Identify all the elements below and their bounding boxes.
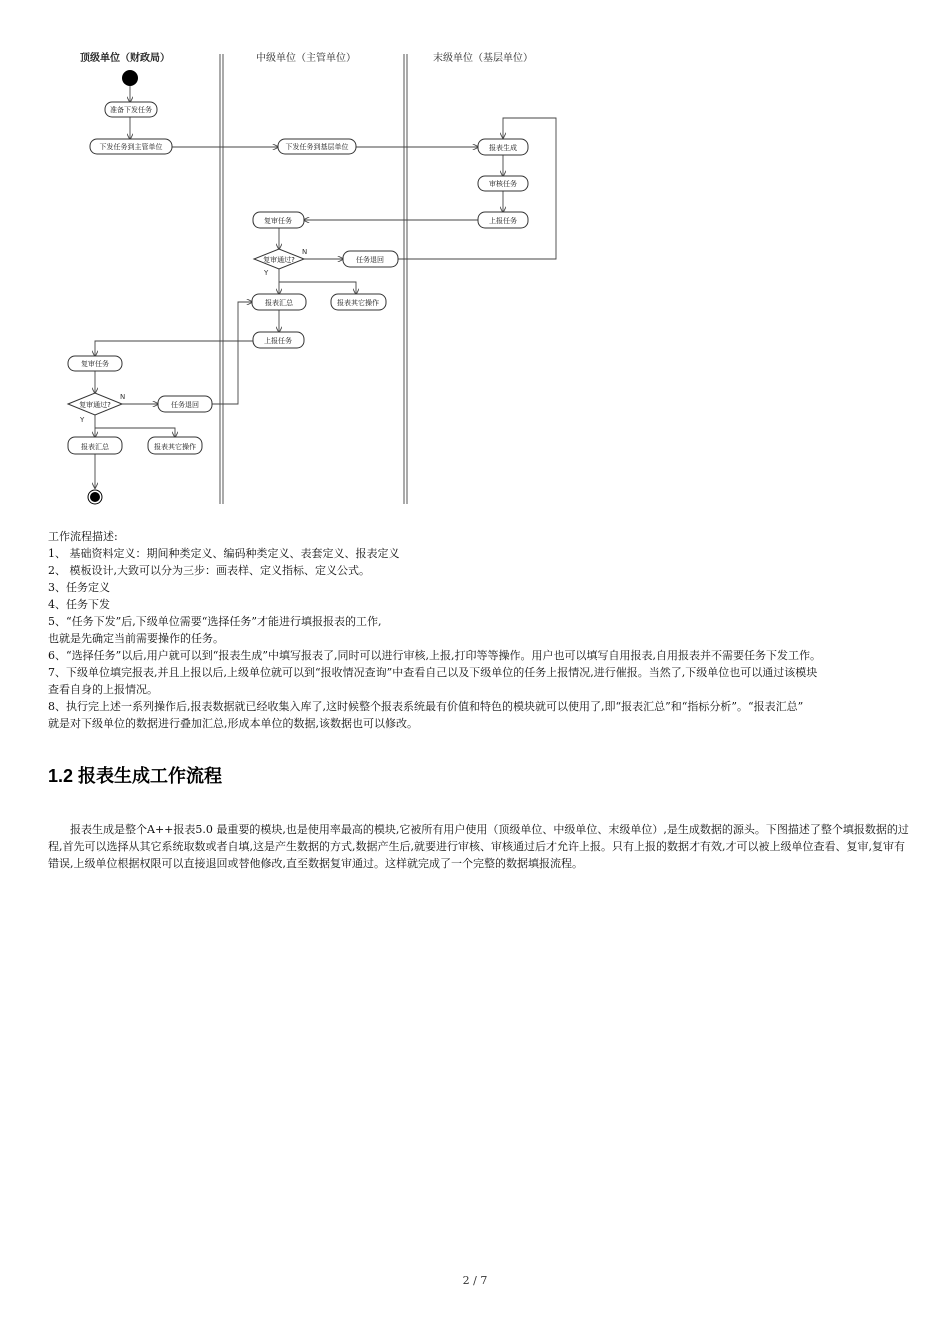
description-item-5-cont: 也就是先确定当前需要操作的任务。 <box>48 632 224 645</box>
svg-text:下发任务到主管单位: 下发任务到主管单位 <box>99 143 163 151</box>
activity-report-task-base <box>478 212 528 228</box>
svg-text:上报任务: 上报任务 <box>489 217 517 225</box>
description-item-3: 3、任务定义 <box>48 581 110 594</box>
description-item-8: 8、执行完上述一系列操作后,报表数据就已经收集入库了,这时候整个报表系统最有价值和特色的模块就可以使用了,即“报表汇总”和“指标分析”。“报表汇总” <box>48 700 804 713</box>
description-item-6: 6、“选择任务”以后,用户就可以到“报表生成”中填写报表了,同时可以进行审核,上报,打印等等操作。用户也可以填写自用报表,自用报表并不需要任务下发工作。 <box>48 649 821 662</box>
section-heading: 1.2 报表生成工作流程 <box>48 766 223 786</box>
section-paragraph: 报表生成是整个A++报表5.0 最重要的模块,也是使用率最高的模块,它被所有用户使用（顶级单位、中级单位、末级单位）,是生成数据的源头。下图描述了整个填报数据的过程,首先可以选择从其它系统取数或者自填,这是产生数据的方式,数据产生后,就要进行审核、审核通过后才允许上报。只有上报的数据才有效,才可以被上级单位查看、复审,复审有错误,上级单位根据权限可以直接退回或替他修改,直至数据复审通过。这样就完成了一个完整的数据填报流程。 <box>48 823 909 870</box>
lane-title-base: 末级单位（基层单位） <box>433 53 533 64</box>
activity-diagram-svg <box>50 44 570 506</box>
lane-title-top: 顶级单位（财政局） <box>80 53 170 64</box>
activity-generate-report <box>478 139 528 155</box>
label-yes-top: Y <box>80 416 85 424</box>
activity-audit-task <box>478 176 528 191</box>
description-item-1: 1、 基础资料定义：期间种类定义、编码种类定义、表套定义、报表定义 <box>48 547 400 560</box>
end-node <box>90 492 100 502</box>
svg-text:任务退回: 任务退回 <box>356 256 384 264</box>
lane-title-mid: 中级单位（主管单位） <box>256 53 356 64</box>
svg-text:下发任务到基层单位: 下发任务到基层单位 <box>285 143 349 151</box>
lane-dividers <box>220 54 407 504</box>
activity-issue-to-mid <box>90 139 172 154</box>
activity-review-task-top <box>68 356 122 371</box>
page-number: 2 / 7 <box>462 1274 488 1287</box>
description-item-2: 2、 模板设计,大致可以分为三步：画表样、定义指标、定义公式。 <box>48 564 370 577</box>
activity-summary-top <box>68 437 122 454</box>
svg-text:准备下发任务: 准备下发任务 <box>110 106 152 114</box>
start-node <box>122 70 138 86</box>
svg-text:审核任务: 审核任务 <box>489 180 517 188</box>
description-item-7-cont: 查看自身的上报情况。 <box>48 683 158 696</box>
activity-prepare-task <box>105 102 157 117</box>
workflow-diagram <box>50 44 570 506</box>
label-no-mid: N <box>302 248 308 256</box>
activity-return-task-top <box>158 396 212 412</box>
decision-review-top <box>68 393 122 415</box>
svg-text:报表汇总: 报表汇总 <box>265 299 293 307</box>
svg-text:上报任务: 上报任务 <box>264 337 292 345</box>
svg-text:任务退回: 任务退回 <box>171 401 199 409</box>
label-yes-mid: Y <box>264 269 269 277</box>
description-item-4: 4、任务下发 <box>48 598 110 611</box>
svg-text:报表其它操作: 报表其它操作 <box>154 443 196 451</box>
activity-other-ops-mid <box>331 294 386 310</box>
decision-review-mid <box>254 249 304 269</box>
svg-text:复审任务: 复审任务 <box>264 217 292 225</box>
description-item-5: 5、“任务下发”后,下级单位需要“选择任务”才能进行填报报表的工作, <box>48 615 382 628</box>
activity-summary-mid <box>252 294 306 310</box>
svg-text:复审通过?: 复审通过? <box>79 401 111 409</box>
activity-report-task-mid <box>253 332 304 348</box>
label-no-top: N <box>120 393 126 401</box>
svg-text:报表其它操作: 报表其它操作 <box>337 299 379 307</box>
description-title: 工作流程描述: <box>48 530 118 543</box>
description-item-8-cont: 就是对下级单位的数据进行叠加汇总,形成本单位的数据,该数据也可以修改。 <box>48 717 418 730</box>
svg-text:报表生成: 报表生成 <box>489 144 517 152</box>
svg-text:报表汇总: 报表汇总 <box>81 443 109 451</box>
activity-review-task-mid <box>253 212 304 228</box>
activity-return-task-mid <box>343 251 398 267</box>
workflow-description <box>48 528 918 732</box>
svg-text:复审通过?: 复审通过? <box>263 256 295 264</box>
svg-text:复审任务: 复审任务 <box>81 360 109 368</box>
activity-other-ops-top <box>148 437 202 454</box>
activity-issue-to-base <box>278 139 356 154</box>
description-item-7: 7、下级单位填完报表,并且上报以后,上级单位就可以到“报收情况查询”中查看自己以及下级单位的任务上报情况,进行催报。当然了,下级单位也可以通过该模块 <box>48 666 818 679</box>
